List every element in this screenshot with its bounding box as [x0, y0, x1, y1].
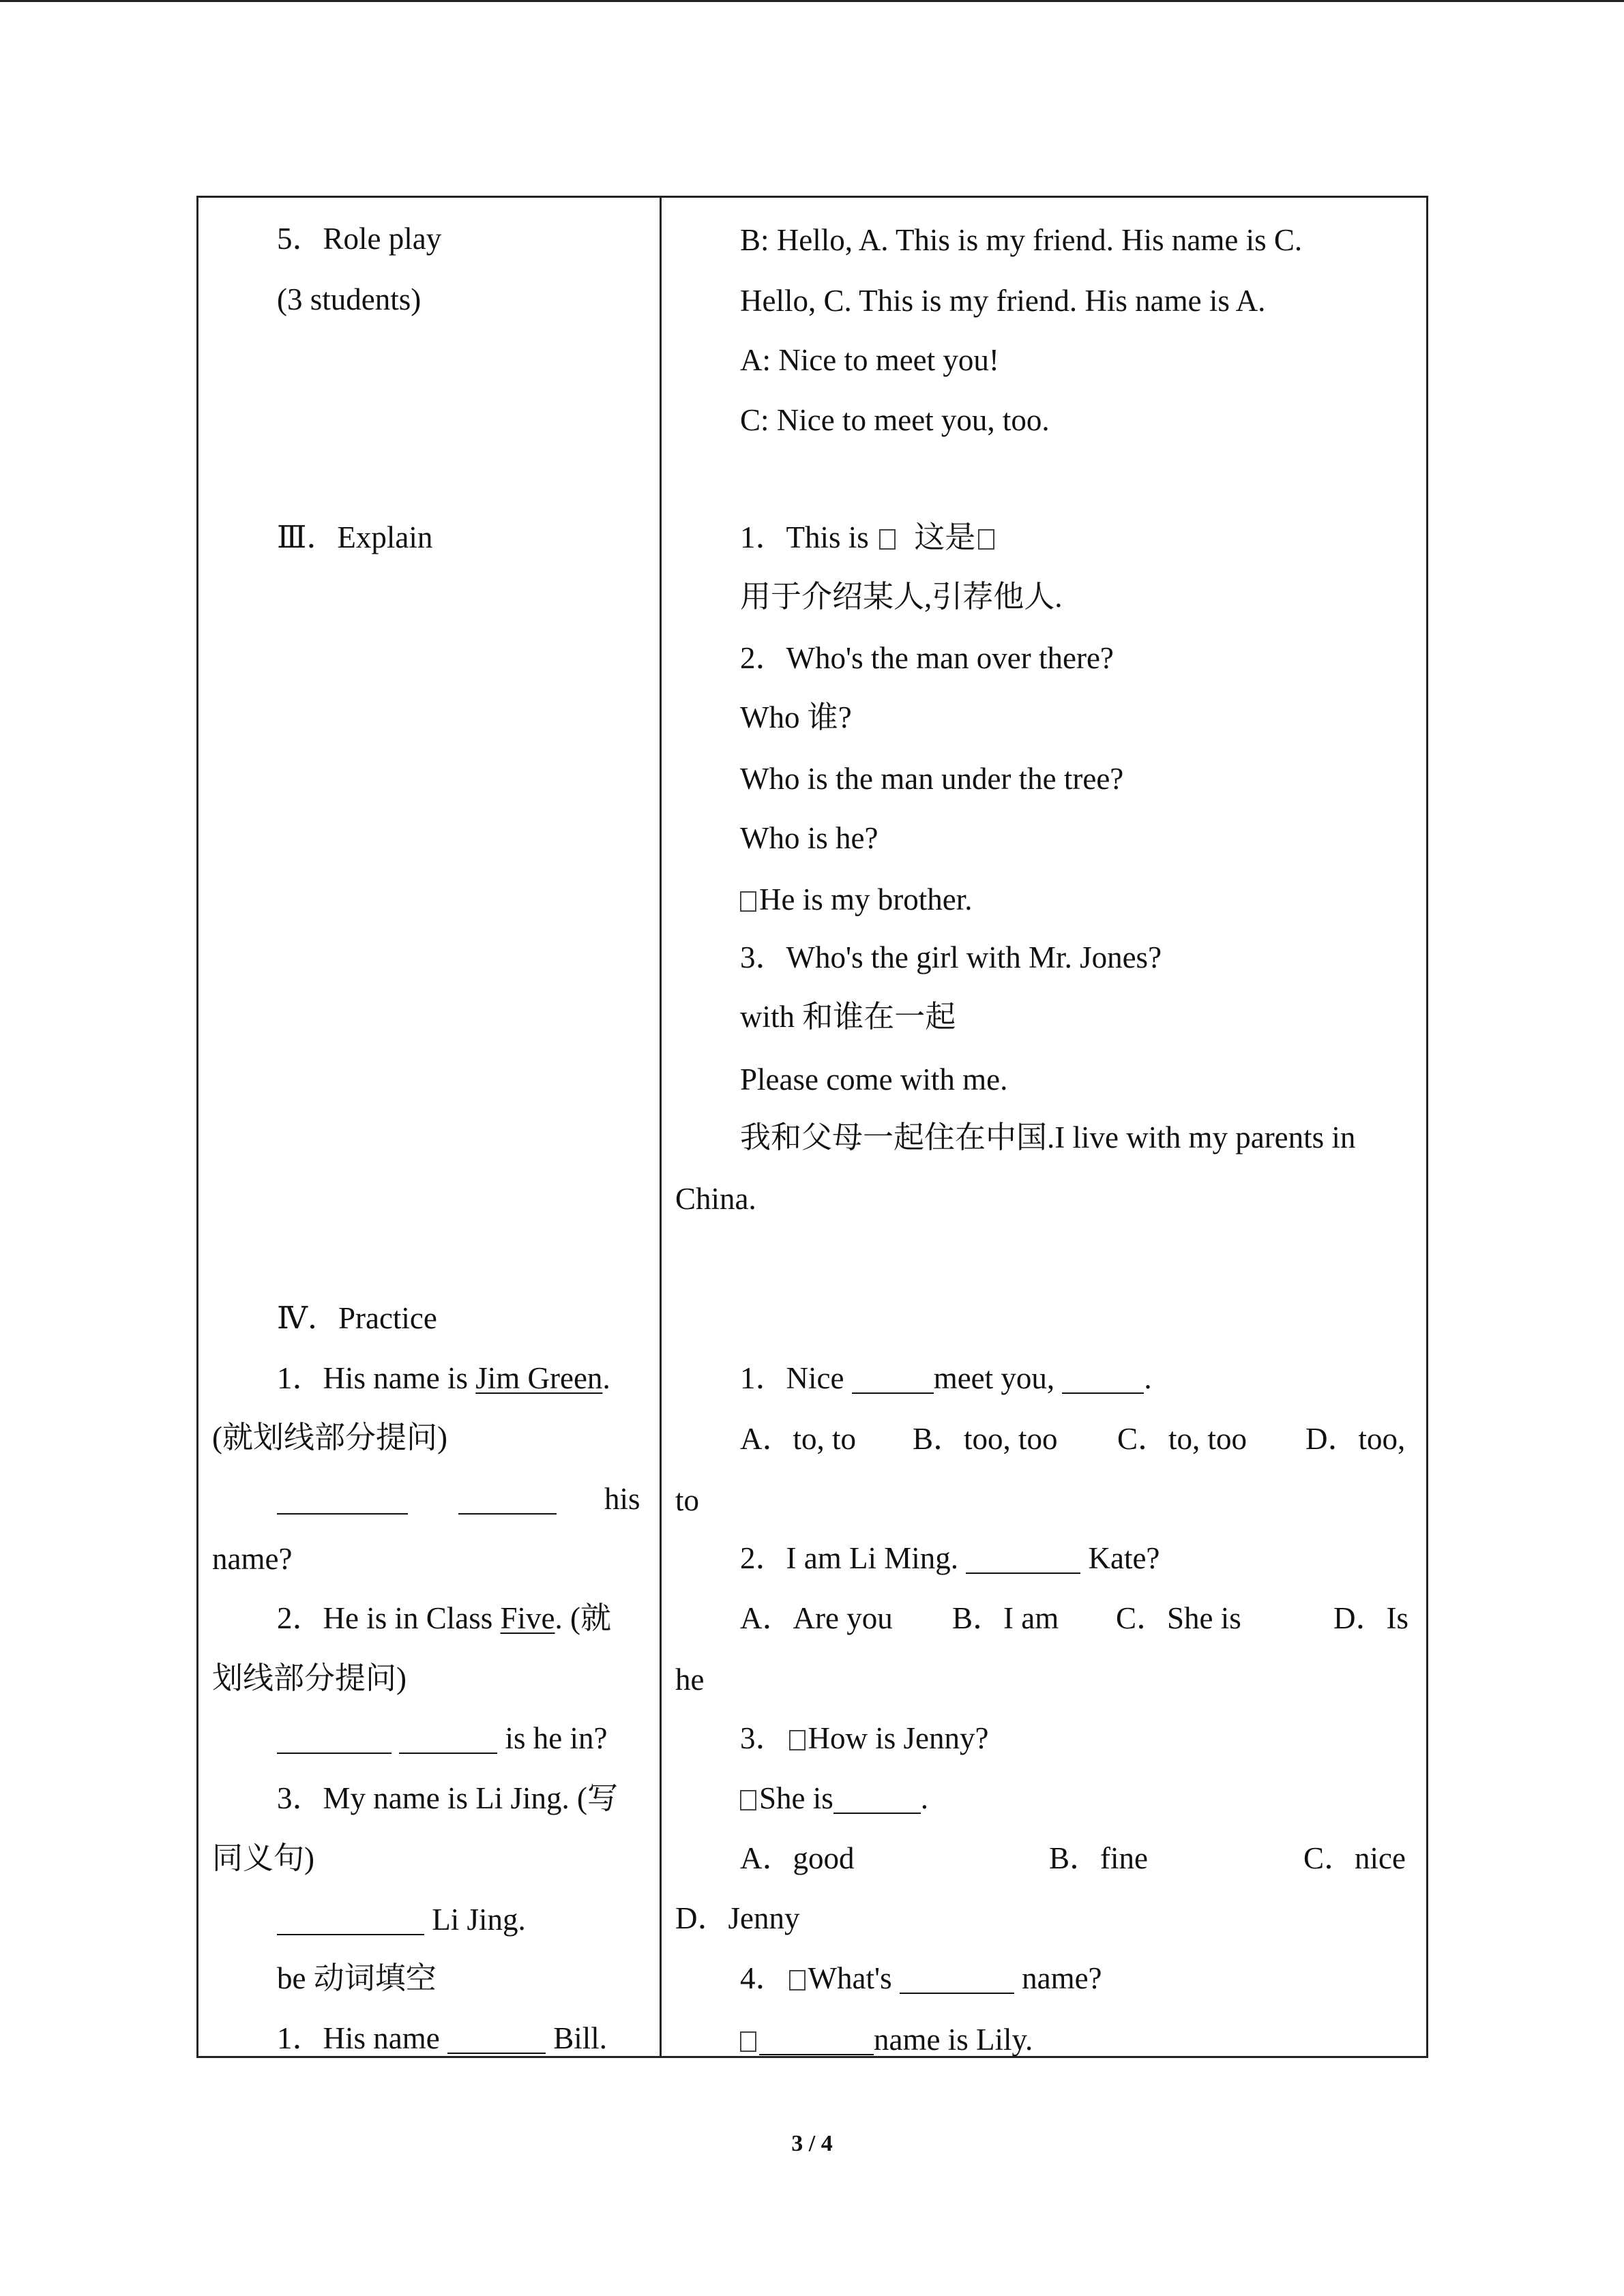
right-q4-b: What's [808, 1961, 892, 1995]
placeholder-box [740, 2031, 756, 2052]
dialogue-line-4: C: Nice to meet you, too. [740, 403, 1050, 437]
role-play-title: 5．Role play [277, 222, 442, 256]
right-q3-answer [740, 1778, 928, 1819]
right-q3-option-c[interactable]: C．nice [1303, 1841, 1406, 1875]
left-q1-prefix: 1．His name is [277, 1361, 476, 1395]
left-q2-note: 划线部分提问) [212, 1661, 407, 1695]
right-q1-option-d[interactable]: D．too, [1305, 1422, 1406, 1456]
role-play-subtitle: (3 students) [277, 282, 422, 316]
right-q2 [740, 1538, 1160, 1579]
answer-blank[interactable] [458, 1487, 557, 1515]
column-divider [660, 196, 662, 2058]
explain-title: Ⅲ．Explain [277, 520, 433, 554]
right-q2-option-d[interactable]: D．Is [1333, 1601, 1408, 1635]
right-q2-option-b[interactable]: B．I am [952, 1601, 1059, 1635]
right-q1-b: meet you, [933, 1361, 1055, 1395]
placeholder-box [789, 1730, 806, 1750]
right-q2-a: 2．I am Li Ming. [740, 1541, 958, 1575]
explain-p1-b: 这是 [914, 520, 976, 554]
right-q1-option-a[interactable]: A．to, to [740, 1422, 857, 1456]
explain-p2-who: Who 谁? [740, 700, 852, 734]
right-q1-a: 1．Nice [740, 1361, 844, 1395]
answer-blank[interactable] [1062, 1367, 1144, 1394]
right-q2-options-end: he [675, 1663, 705, 1697]
right-q4-a: 4． [740, 1961, 786, 1995]
explain-point-1 [740, 517, 997, 558]
left-q1-note: (就划线部分提问) [212, 1420, 447, 1455]
answer-blank[interactable] [277, 1908, 424, 1935]
right-q3 [740, 1718, 988, 1759]
explain-p3-ex2-end: China. [675, 1182, 756, 1216]
right-q1-options-end: to [675, 1483, 700, 1517]
left-q1-answer-end: name? [212, 1542, 293, 1576]
left-q2-underlined: Five [500, 1601, 555, 1635]
answer-blank[interactable] [759, 2028, 874, 2055]
left-q1-underlined: Jim Green [475, 1361, 603, 1395]
explain-p1-a: 1．This is [740, 520, 869, 554]
be-verb-title: be 动词填空 [277, 1961, 437, 1995]
be-q1-prefix: 1．His name [277, 2021, 440, 2055]
right-q3-b: How is Jenny? [808, 1721, 989, 1755]
explain-point-2: 2．Who's the man over there? [740, 641, 1114, 675]
dialogue-line-3: A: Nice to meet you! [740, 343, 999, 377]
left-q3-answer [277, 1899, 526, 1940]
explain-point-3: 3．Who's the girl with Mr. Jones? [740, 940, 1162, 974]
be-q1-suffix: Bill. [553, 2021, 607, 2055]
right-q3-a: 3． [740, 1721, 786, 1755]
right-q1-option-c[interactable]: C．to, too [1117, 1422, 1247, 1456]
left-q1-answer-word: his [604, 1482, 640, 1516]
right-q3-option-a[interactable]: A．good [740, 1841, 855, 1875]
right-q3-ans-a: She is [759, 1781, 833, 1815]
answer-blank[interactable] [852, 1367, 934, 1394]
left-q2-prefix: 2．He is in Class [277, 1601, 501, 1635]
placeholder-box [740, 1790, 756, 1810]
placeholder-box [740, 891, 756, 912]
right-q3-options-end: D．Jenny [675, 1901, 800, 1935]
left-q2-answer [277, 1718, 607, 1759]
explain-p2-ex1: Who is the man under the tree? [740, 762, 1124, 796]
placeholder-box [879, 529, 896, 550]
left-q3: 3．My name is Li Jing. (写 [277, 1781, 618, 1815]
answer-blank[interactable] [447, 2027, 546, 2054]
explain-p3-with: with 和谁在一起 [740, 1000, 956, 1034]
right-q2-option-c[interactable]: C．She is [1116, 1601, 1241, 1635]
answer-blank[interactable] [833, 1787, 921, 1814]
right-q3-option-b[interactable]: B．fine [1049, 1841, 1148, 1875]
answer-blank[interactable] [399, 1727, 497, 1754]
explain-p1-note: 用于介绍某人,引荐他人. [740, 580, 1063, 614]
answer-blank[interactable] [277, 1487, 408, 1515]
top-rule [0, 0, 1624, 2]
placeholder-box [789, 1970, 806, 1991]
right-q1 [740, 1358, 1152, 1399]
right-q4-ans: name is Lily. [874, 2023, 1033, 2057]
left-q1 [277, 1358, 610, 1399]
dialogue-line-2: Hello, C. This is my friend. His name is A. [740, 284, 1266, 318]
right-q4-answer [740, 2019, 1033, 2060]
right-q3-ans-b: . [920, 1781, 929, 1815]
left-q2-suffix: . (就 [555, 1601, 612, 1635]
page-number: 3 / 4 [791, 2131, 833, 2156]
explain-p2-ex2: Who is he? [740, 821, 879, 855]
dialogue-line-1: B: Hello, A. This is my friend. His name is C. [740, 223, 1303, 257]
left-q1-answer-2 [458, 1478, 557, 1519]
right-q4-c: name? [1022, 1961, 1102, 1995]
right-q2-b: Kate? [1088, 1541, 1160, 1575]
left-q1-answer [277, 1478, 408, 1519]
right-q4 [740, 1958, 1102, 1999]
answer-blank[interactable] [900, 1967, 1014, 1994]
left-q3-note: 同义句) [212, 1841, 314, 1875]
explain-p2-ex3: He is my brother. [759, 882, 973, 916]
left-q2 [277, 1598, 611, 1639]
answer-blank[interactable] [277, 1727, 392, 1754]
placeholder-box [978, 529, 994, 550]
left-q3-answer-end: Li Jing. [432, 1903, 526, 1937]
explain-p2-ex3-line [740, 879, 972, 920]
left-q2-answer-end: is he in? [505, 1721, 608, 1755]
right-q1-c: . [1144, 1361, 1152, 1395]
practice-title: Ⅳ．Practice [277, 1301, 437, 1335]
left-q1-suffix: . [602, 1361, 610, 1395]
explain-p3-ex2: 我和父母一起住在中国.I live with my parents in [740, 1120, 1356, 1154]
answer-blank[interactable] [966, 1547, 1080, 1574]
right-q1-option-b[interactable]: B．too, too [913, 1422, 1058, 1456]
explain-p3-ex1: Please come with me. [740, 1062, 1008, 1097]
be-q1 [277, 2018, 607, 2059]
right-q2-option-a[interactable]: A．Are you [740, 1601, 893, 1635]
